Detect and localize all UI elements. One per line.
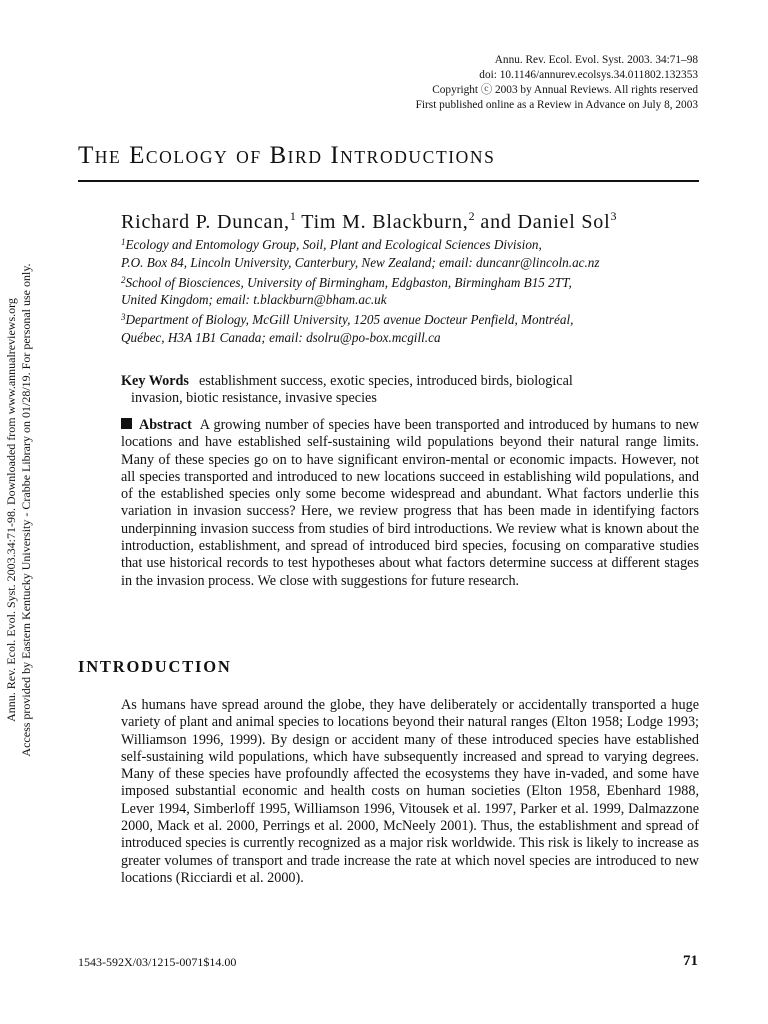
author-list [121,209,616,234]
title-word-cap: E [129,142,146,169]
affiliation-text: United Kingdom; email: t.blackburn@bham.ac.uk [121,292,387,308]
download-notice-line: Access provided by Eastern Kentucky University - Crabbe Library on 01/28/19. For personal use only. [18,263,33,757]
affiliation-line [121,309,600,329]
affiliation-mark: 2 [121,274,126,285]
title-word-cap: I [330,142,341,169]
title-word-rest: NTRODUCTIONS [340,147,496,167]
title-word-rest: HE [94,147,122,167]
page-number: 71 [683,953,698,969]
affiliation-line [121,234,600,254]
article-title [78,142,698,170]
publication-date-line: First published online as a Review in Advance on July 8, 2003 [415,99,698,111]
keywords-block [121,373,681,408]
title-word-rest: IRD [287,147,323,167]
title-word-rest: OF [236,147,262,167]
title-word-cap: T [78,142,95,169]
abstract-text: A growing number of species have been transported and introduced by humans to new locations and have established self-sustaining wild populations beyond their natural range limits. Many of these species go on to have significant environ-mental or economic impacts. However, not all species transported and introduced to new locations succeed in establishing wild populations, and of the established species only some become widespread and abundant. What factors underlie this variation in invasion success? Here, we review progress that has been made in identifying factors underpinning invasion success from studies of bird introductions. We review what is known about the introduction, establishment, and spread of introduced bird species, focusing on comparative studies that use historical records to test hypotheses about what factors determine success at different stages in the invasion process. We close with suggestions for future research. [121,417,699,589]
affiliation-line [121,254,600,272]
copyright-line: Copyright ⓒ 2003 by Annual Reviews. All rights reserved [432,84,698,96]
download-notice-text [4,245,33,775]
affiliation-mark: 1 [121,237,126,247]
affiliation-text: School of Biosciences, University of Birmingham, Edgbaston, Birmingham B15 2TT, [125,274,572,290]
affiliation-text: P.O. Box 84, Lincoln University, Canterbury, New Zealand; email: duncanr@lincoln.ac.nz [121,254,600,270]
title-rule [78,180,699,182]
affiliation-mark: 3 [121,312,126,323]
author-affiliation-mark: 3 [610,209,617,223]
title-word-cap: B [269,142,288,169]
abstract-block [121,417,699,590]
keywords-line [121,373,681,390]
affiliation-text: Québec, H3A 1B1 Canada; email: dsolru@po-box.mcgill.ca [121,329,441,345]
author-affiliation-mark: 1 [289,209,296,223]
author-name: Tim M. Blackburn, [295,211,469,233]
affiliations [121,234,600,347]
abstract-square-icon [121,418,132,429]
body-paragraph: As humans have spread around the globe, they have deliberately or accidentally transported a huge variety of plant and animal species to locations beyond their natural ranges (Elton 1958; Lodge 1993; Williamson 1996, 1999). By design or accident many of these introduced species have established self-sustaining wild populations, which have subsequently increased and spread to varying degrees. Many of these species have profoundly affected the ecosystems they have in-vaded, and some have imposed substantial economic and health costs on human societies (Elton 1958, Ebenhard 1988, Lever 1994, Simberloff 1995, Williamson 1996, Vitousek et al. 1997, Parker et al. 1999, Dalmazzone 2000, Mack et al. 2000, Perrings et al. 2000, McNeely 2001). Thus, the establishment and spread of introduced species is currently recognized as a major risk worldwide. This risk is likely to increase as greater volumes of transport and trade increase the rate at which novel species are introduced to new locations (Ricciardi et al. 2000). [121,697,699,886]
keywords-text: invasion, biotic resistance, invasive species [131,390,377,407]
affiliation-line [121,272,600,292]
title-word-rest: COLOGY [145,147,229,167]
journal-header [278,53,698,113]
author-name: and Daniel Sol [474,211,611,233]
doi-line[interactable]: doi: 10.1146/annurev.ecolsys.34.011802.132353 [479,69,698,81]
affiliation-text: Department of Biology, McGill University, 1205 avenue Docteur Penfield, Montréal, [125,312,574,328]
keywords-label: Key Words [121,373,189,389]
download-notice-line: Annu. Rev. Ecol. Evol. Syst. 2003.34:71-98. Downloaded from www.annualreviews.org [4,298,18,722]
author-name: Richard P. Duncan, [121,211,290,233]
affiliation-text: Ecology and Entomology Group, Soil, Plant and Ecological Sciences Division, [125,237,542,252]
section-heading: INTRODUCTION [78,657,232,676]
affiliation-line [121,329,600,347]
affiliation-line [121,291,600,309]
citation-line: Annu. Rev. Ecol. Evol. Syst. 2003. 34:71–98 [494,54,698,66]
abstract-label: Abstract [139,417,192,433]
author-affiliation-mark: 2 [468,209,475,223]
keywords-text: establishment success, exotic species, introduced birds, biological [198,373,573,389]
footer-code: 1543-592X/03/1215-0071$14.00 [78,955,237,969]
